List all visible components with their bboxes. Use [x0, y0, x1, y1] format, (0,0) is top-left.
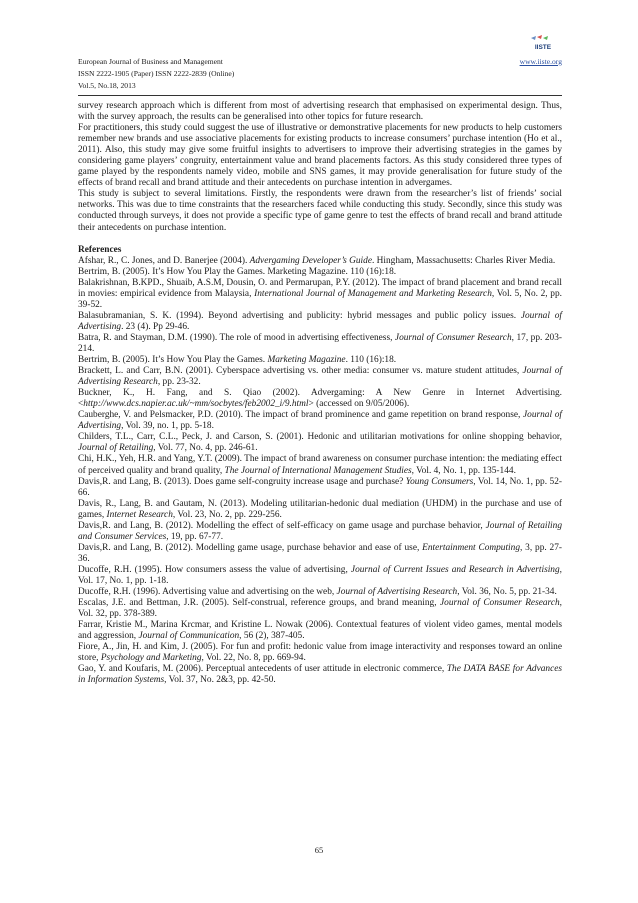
reference-text: Ducoffe, R.H. (1996). Advertising value and advertising on the web, — [78, 587, 337, 598]
body-paragraph: This study is subject to several limitations. Firstly, the respondents were drawn from the researcher’s list of friends’ social networks. This was due to time constraints that the researchers faced while conducting this study. Secondly, since this study was conducted through surveys, it does not provide a specific type of game genre to test the effects of brand recall and brand attitude their antecedents on purchase intention. — [78, 189, 562, 233]
reference-text: Gao, Y. and Koufaris, M. (2006). Perceptual antecedents of user attitude in electronic commerce, — [78, 664, 447, 675]
volume-line: Vol.5, No.18, 2013 — [78, 81, 136, 90]
reference-entry — [78, 267, 562, 278]
reference-text: Escalas, J.E. and Bettman, J.R. (2005). Self-construal, reference groups, and brand meaning, — [78, 598, 441, 609]
reference-entry — [78, 366, 562, 388]
reference-text: Buckner, K., H. Fang, and S. Qiao (2002). Advergaming: A New Genre in Internet Advertising. < — [78, 388, 562, 410]
reference-source-title: Journal of Retailing — [78, 443, 154, 454]
reference-source-title: Journal of Communication — [138, 631, 240, 642]
reference-source-title: Journal of Consumer Research — [440, 598, 560, 609]
reference-entry — [78, 565, 562, 587]
reference-entry — [78, 333, 562, 355]
reference-text: . Hingham, Massachusetts: Charles River Media. — [371, 255, 556, 266]
reference-text: Cauberghe, V. and Pelsmacker, P.D. (2010). The impact of brand prominence and game repetition on brand response, — [78, 410, 523, 421]
reference-entry — [78, 587, 562, 598]
reference-text: > (accessed on 9/05/2006). — [308, 399, 410, 410]
reference-text: Davis, R., Lang, B. and Gautam, N. (2013). Modeling utilitarian-hedonic dual mediation (UHDM) in the purchase and use of games, — [78, 498, 562, 520]
reference-text: Balakrishnan, B.KPD., Shuaib, A.S.M, Dousin, O. and Permarupan, P.Y. (2012). The impact of brand placement and brand recall in movies: empirical evidence from Malaysia, — [78, 277, 562, 299]
reference-source-title: Journal of Consumer Research — [394, 332, 512, 343]
reference-text: Davis,R. and Lang, B. (2012). Modelling the effect of self-efficacy on game usage and purchase behavior, — [78, 520, 486, 531]
reference-source-title: Journal of Advertising — [78, 410, 562, 432]
reference-entry — [78, 620, 562, 642]
header-rule — [78, 95, 562, 96]
reference-entry — [78, 256, 562, 267]
reference-entry — [78, 355, 562, 366]
reference-text: , Vol. 17, No. 1, pp. 1-18. — [78, 564, 562, 586]
iiste-logo — [528, 34, 558, 52]
reference-source-title: Marketing Magazine — [267, 355, 346, 366]
page-header — [78, 56, 562, 92]
page-number: 65 — [314, 845, 324, 855]
reference-text: Afshar, R., C. Jones, and D. Banerjee (2004). — [78, 255, 250, 266]
reference-entry — [78, 521, 562, 543]
journal-name: European Journal of Business and Management — [78, 57, 223, 66]
reference-text: , Vol. 5, No. 2, pp. 39-52. — [78, 288, 562, 310]
reference-source-title: Internet Research — [106, 509, 173, 520]
reference-text: Chi, H.K., Yeh, H.R. and Yang, Y.T. (2009). The impact of brand awareness on consumer purchase intention: the mediating effect of perceived quality and brand quality, — [78, 454, 562, 476]
reference-source-title: Journal of Advertising Research — [78, 366, 563, 388]
reference-entry — [78, 598, 562, 620]
reference-entry — [78, 499, 562, 521]
reference-text: Batra, R. and Stayman, D.M. (1990). The role of mood in advertising effectiveness, — [78, 332, 395, 343]
reference-source-title: Entertainment Computing — [422, 542, 520, 553]
reference-text: Childers, T.L., Carr, C.L., Peck, J. and Carson, S. (2001). Hedonic and utilitarian motivations for online shopping behavior, — [78, 432, 562, 443]
reference-source-title: The DATA BASE for Advances in Information Systems — [78, 664, 563, 686]
reference-text: Brackett, L. and Carr, B.N. (2001). Cyberspace advertising vs. other media: consumer vs. mature student attitudes, — [78, 366, 523, 377]
reference-text: , Vol. 4, No. 1, pp. 135-144. — [411, 465, 516, 476]
reference-source-title: Journal of Advertising Research — [336, 587, 458, 598]
reference-entry — [78, 311, 562, 333]
reference-text: . 110 (16):18. — [345, 355, 397, 366]
reference-entry — [78, 410, 562, 432]
reference-entry — [78, 477, 562, 499]
reference-source-title: http://www.dcs.napier.ac.uk/~mm/socbytes/feb2002_i/9.html — [83, 399, 309, 410]
reference-entry — [78, 432, 562, 454]
reference-source-title: International Journal of Management and Marketing Research — [254, 288, 492, 299]
reference-text: , Vol. 39, no. 1, pp. 5-18. — [121, 421, 214, 432]
references-heading: References — [78, 244, 122, 255]
body-paragraph: For practitioners, this study could suggest the use of illustrative or demonstrative placements for new products to help customers remember new brands and use associative placements for existing products to increase consumers’ purchase intention (Ho et al., 2011). Also, this study may give some fruitful insights to advertisers to improve their advertising strategies in the games by considering game players’ congruity, entertainment value and brand placements factors. As this study considered three types of game played by the respondents namely video, mobile and SNS games, it may provide generalisation for future study of the effects of brand recall and brand attitude and their antecedents on purchase intention in advergames. — [78, 123, 562, 189]
reference-entry — [78, 388, 562, 410]
reference-source-title: Journal of Advertising — [78, 310, 563, 332]
reference-source-title: Journal of Current Issues and Research in Advertising — [350, 564, 560, 575]
reference-text: , Vol. 14, No. 1, pp. 52-66. — [78, 476, 562, 498]
reference-text: , 19, pp. 67-77. — [166, 531, 224, 542]
reference-entry — [78, 543, 562, 565]
reference-entry — [78, 454, 562, 476]
reference-text: , Vol. 22, No. 8, pp. 669-94. — [201, 653, 306, 664]
reference-text: , Vol. 37, No. 2&3, pp. 42-50. — [164, 675, 276, 686]
reference-text: , 3, pp. 27-36. — [78, 542, 563, 564]
reference-text: , Vol. 77, No. 4, pp. 246-61. — [153, 443, 258, 454]
reference-source-title: Journal of Retailing and Consumer Services — [78, 520, 562, 542]
reference-text: , Vol. 23, No. 2, pp. 229-256. — [172, 509, 282, 520]
reference-source-title: Psychology and Marketing — [100, 653, 202, 664]
reference-text: , pp. 23-32. — [157, 377, 201, 388]
issn-line: ISSN 2222-1905 (Paper) ISSN 2222-2839 (Online) — [78, 69, 235, 78]
reference-source-title: Advergaming Developer’s Guide — [249, 255, 372, 266]
reference-text: Bertrim, B. (2005). It’s How You Play the Games. Marketing Magazine. 110 (16):18. — [78, 266, 397, 277]
references-list — [78, 256, 562, 687]
reference-text: , Vol. 36, No. 5, pp. 21-34. — [457, 587, 557, 598]
reference-source-title: The Journal of International Management Studies — [224, 465, 412, 476]
reference-entry — [78, 664, 562, 686]
page-body — [78, 101, 562, 686]
reference-text: Fiore, A., Jin, H. and Kim, J. (2005). For fun and profit: hedonic value from image interactivity and responses toward an online store, — [78, 642, 562, 664]
journal-url-link[interactable]: www.iiste.org — [519, 57, 562, 66]
reference-text: Farrar, Kristie M., Marina Krcmar, and Kristine L. Nowak (2006). Contextual features of violent video games, mental models and aggression, — [78, 620, 562, 642]
reference-text: . 23 (4). Pp 29-46. — [121, 321, 190, 332]
svg-text:IISTE: IISTE — [534, 44, 552, 51]
reference-text: Bertrim, B. (2005). It’s How You Play the Games. — [78, 355, 268, 366]
reference-text: , 17, pp. 203-214. — [78, 332, 562, 354]
reference-text: Davis,R. and Lang, B. (2012). Modelling game usage, purchase behavior and ease of use, — [78, 542, 423, 553]
reference-text: , Vol. 32, pp. 378-389. — [78, 598, 562, 620]
reference-text: Balasubramanian, S. K. (1994). Beyond advertising and publicity: hybrid messages and public policy issues. — [78, 310, 521, 321]
body-paragraph: survey research approach which is different from most of advertising research that emphasised on experimental design. Thus, with the survey approach, the results can be generalised into other topics for future research. — [78, 101, 562, 123]
reference-text: , 56 (2), 387-405. — [239, 631, 305, 642]
reference-entry — [78, 642, 562, 664]
reference-source-title: Young Consumers — [405, 476, 474, 487]
reference-text: Ducoffe, R.H. (1995). How consumers assess the value of advertising, — [78, 564, 351, 575]
reference-entry — [78, 278, 562, 311]
reference-text: Davis,R. and Lang, B. (2013). Does game self-congruity increase usage and purchase? — [78, 476, 406, 487]
